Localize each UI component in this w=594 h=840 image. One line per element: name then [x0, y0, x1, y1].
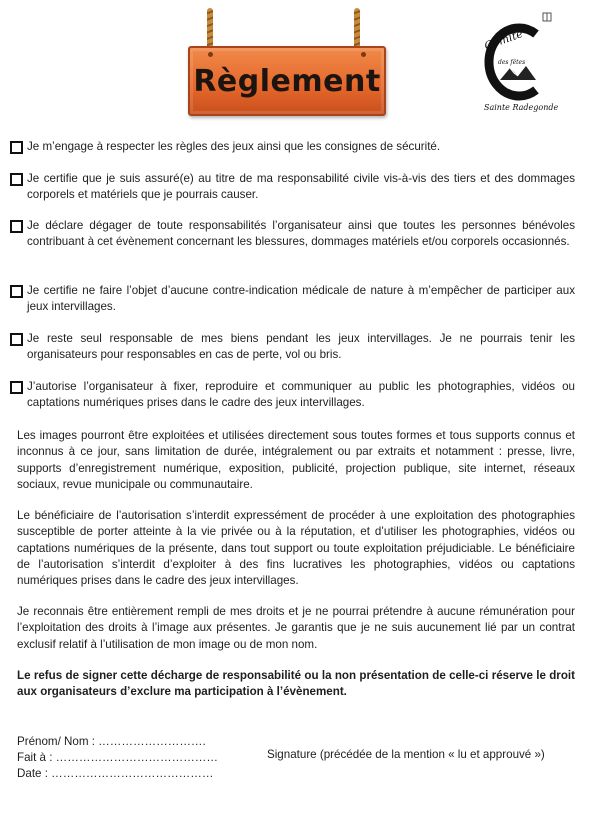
title-sign: [188, 46, 386, 116]
svg-text:Comité: Comité: [482, 26, 525, 53]
image-rights-paragraph: Les images pourront être exploitées et utilisées directement sous toutes formes et tous supports connus et inconnus à ce jour, sans limitation de durée, intégralement ou par extraits et notamment : presse, livre, supports d’enregistrement numérique, exposition, publicité, projection publique, site internet, réseaux sociaux, revue municipale ou communautaire.: [17, 429, 575, 491]
checkbox[interactable]: [10, 285, 23, 298]
registration-mark-icon: [542, 12, 552, 22]
committee-logo: [478, 20, 559, 120]
checkbox[interactable]: [10, 381, 23, 394]
refusal-warning: Le refus de signer cette décharge de responsabilité ou la non présentation de celle-ci réserve le droit aux organisateurs d’exclure ma participation à l’évènement.: [17, 669, 575, 699]
date-field[interactable]: Date : ……………………………………: [17, 767, 214, 780]
rule-text: Je certifie ne faire l’objet d’aucune contre-indication médicale de nature à m’empêcher de participer aux jeux intervillages.: [27, 284, 575, 314]
nail-icon: [208, 52, 213, 57]
page-title: Règlement: [193, 63, 381, 99]
remuneration-paragraph: Je reconnais être entièrement rempli de mes droits et je ne pourrai prétendre à aucune rémunération pour l’exploitation des droits à l’image aux présentes. Je garantis que je ne suis aucunement lié par un contrat exclusif relatif à l’utilisation de mon image ou de mon nom.: [17, 605, 575, 651]
rule-text: Je certifie que je suis assuré(e) au titre de ma responsabilité civile vis-à-vis des tiers et des dommages corporels et matériels que je pourrais causer.: [27, 172, 575, 202]
sign-rope-right: [354, 8, 360, 50]
sign-rope-left: [207, 8, 213, 50]
name-field[interactable]: Prénom/ Nom : ……………………….: [17, 735, 206, 748]
checkbox[interactable]: [10, 220, 23, 233]
checkbox[interactable]: [10, 333, 23, 346]
place-field[interactable]: Fait à : ……………………………………: [17, 751, 218, 764]
rule-item: [10, 331, 575, 364]
nail-icon: [361, 52, 366, 57]
signature-label: Signature (précédée de la mention « lu et approuvé »): [267, 748, 545, 761]
checkbox[interactable]: [10, 173, 23, 186]
rule-text: Je reste seul responsable de mes biens pendant les jeux intervillages. Je ne pourrais tenir les organisateurs pour responsables en cas de perte, vol ou bris.: [27, 332, 575, 362]
checkbox[interactable]: [10, 141, 23, 154]
rule-item: [10, 218, 575, 251]
rule-text: Je m’engage à respecter les règles des jeux ainsi que les consignes de sécurité.: [27, 140, 441, 153]
rule-item: [10, 283, 575, 316]
svg-text:des fêtes: des fêtes: [498, 59, 526, 66]
rule-text: Je déclare dégager de toute responsabilités l’organisateur ainsi que toutes les personnes bénévoles contribuant à cet évènement concernant les blessures, dommages matériels et/ou corporels occasionnés.: [27, 219, 575, 249]
svg-text:Sainte Radegonde: Sainte Radegonde: [484, 103, 559, 112]
rule-item: [10, 139, 575, 155]
rule-item: [10, 379, 575, 412]
rule-item: [10, 171, 575, 204]
beneficiary-paragraph: Le bénéficiaire de l’autorisation s’interdit expressément de procéder à une exploitation des photographies susceptible de porter atteinte à la vie privée ou à la réputation, et d’utiliser les photographies, vidéos ou captations numériques de la présente, dans tout support ou toute exploitation préjudiciable. Le bénéficiaire de l’autorisation s’interdit d’exploiter à des fins lucratives les photographies, vidéos ou captations numériques prises dans le cadre des jeux intervillages.: [17, 509, 575, 588]
rule-text: J’autorise l’organisateur à fixer, reproduire et communiquer au public les photographies, vidéos ou captations numériques prises dans le cadre des jeux intervillages.: [27, 380, 575, 410]
